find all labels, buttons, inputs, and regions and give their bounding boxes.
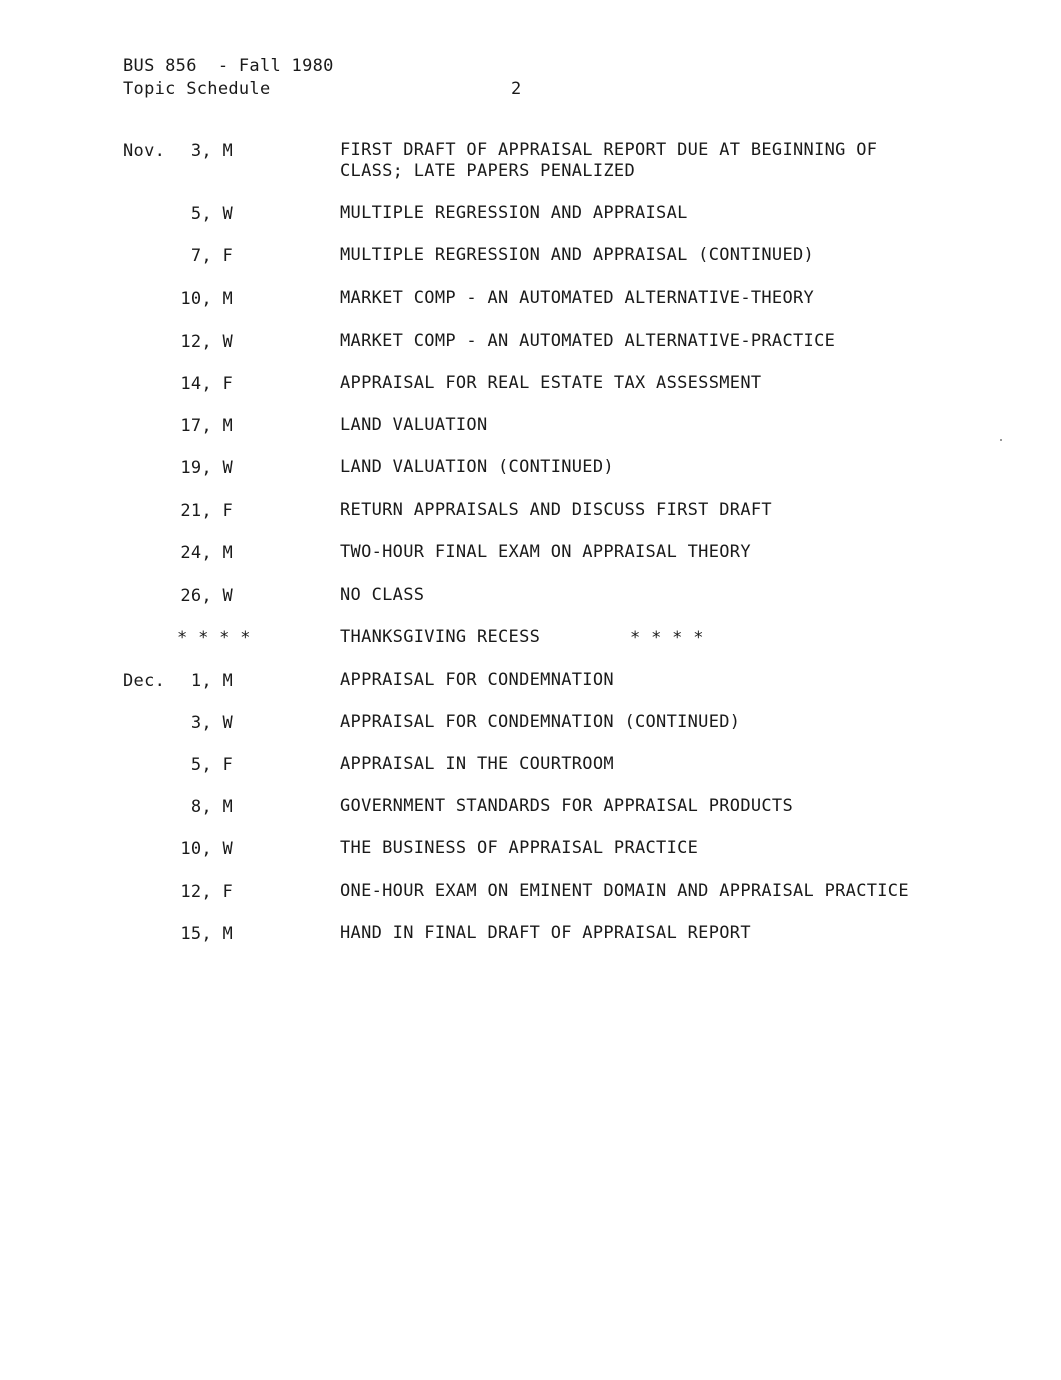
day-label: 24, M [180,543,233,563]
topic-text: THE BUSINESS OF APPRAISAL PRACTICE [340,838,699,858]
month-label: Nov. [123,141,166,161]
topic-text: THANKSGIVING RECESS [340,627,541,647]
topic-text: GOVERNMENT STANDARDS FOR APPRAISAL PRODUCTS [340,796,793,816]
topic-text: MARKET COMP - AN AUTOMATED ALTERNATIVE-THEORY [340,288,815,308]
day-label: 21, F [180,501,233,521]
day-label: 26, W [180,586,233,606]
month-label: Dec. [123,671,166,691]
topic-text: APPRAISAL FOR CONDEMNATION [340,670,614,690]
topic-text: FIRST DRAFT OF APPRAISAL REPORT DUE AT BEGINNING OF CLASS; LATE PAPERS PENALIZED [340,140,878,181]
topic-text: APPRAISAL FOR CONDEMNATION (CONTINUED) [340,712,741,732]
day-label: 5, W [190,204,233,224]
page-number: 2 [511,79,522,99]
day-label: 12, F [180,882,233,902]
day-label: 1, M [190,671,233,691]
topic-text: APPRAISAL IN THE COURTROOM [340,754,614,774]
topic-text: LAND VALUATION (CONTINUED) [340,457,614,477]
topic-text: RETURN APPRAISALS AND DISCUSS FIRST DRAFT [340,500,772,520]
day-label: 10, W [180,839,233,859]
day-label: 7, F [190,246,233,266]
topic-text: MULTIPLE REGRESSION AND APPRAISAL (CONTINUED) [340,245,815,265]
day-label: 3, W [190,713,233,733]
asterisk-separator: * * * * [177,628,251,648]
topic-text: APPRAISAL FOR REAL ESTATE TAX ASSESSMENT [340,373,762,393]
scan-speck [1000,439,1002,441]
day-label: 5, F [190,755,233,775]
day-label: 3, M [190,141,233,161]
day-label: 15, M [180,924,233,944]
day-label: 17, M [180,416,233,436]
course-header: BUS 856 - Fall 1980 [123,56,334,76]
topic-text: LAND VALUATION [340,415,488,435]
day-label: 14, F [180,374,233,394]
topic-text: TWO-HOUR FINAL EXAM ON APPRAISAL THEORY [340,542,751,562]
topic-text: MULTIPLE REGRESSION AND APPRAISAL [340,203,688,223]
document-title: Topic Schedule [123,79,271,99]
topic-text: HAND IN FINAL DRAFT OF APPRAISAL REPORT [340,923,751,943]
day-label: 8, M [190,797,233,817]
topic-text: MARKET COMP - AN AUTOMATED ALTERNATIVE-PRACTICE [340,331,836,351]
topic-text: ONE-HOUR EXAM ON EMINENT DOMAIN AND APPRAISAL PRACTICE [340,881,909,901]
day-label: 12, W [180,332,233,352]
topic-text: NO CLASS [340,585,425,605]
day-label: 19, W [180,458,233,478]
asterisk-separator: * * * * [630,628,704,648]
day-label: 10, M [180,289,233,309]
